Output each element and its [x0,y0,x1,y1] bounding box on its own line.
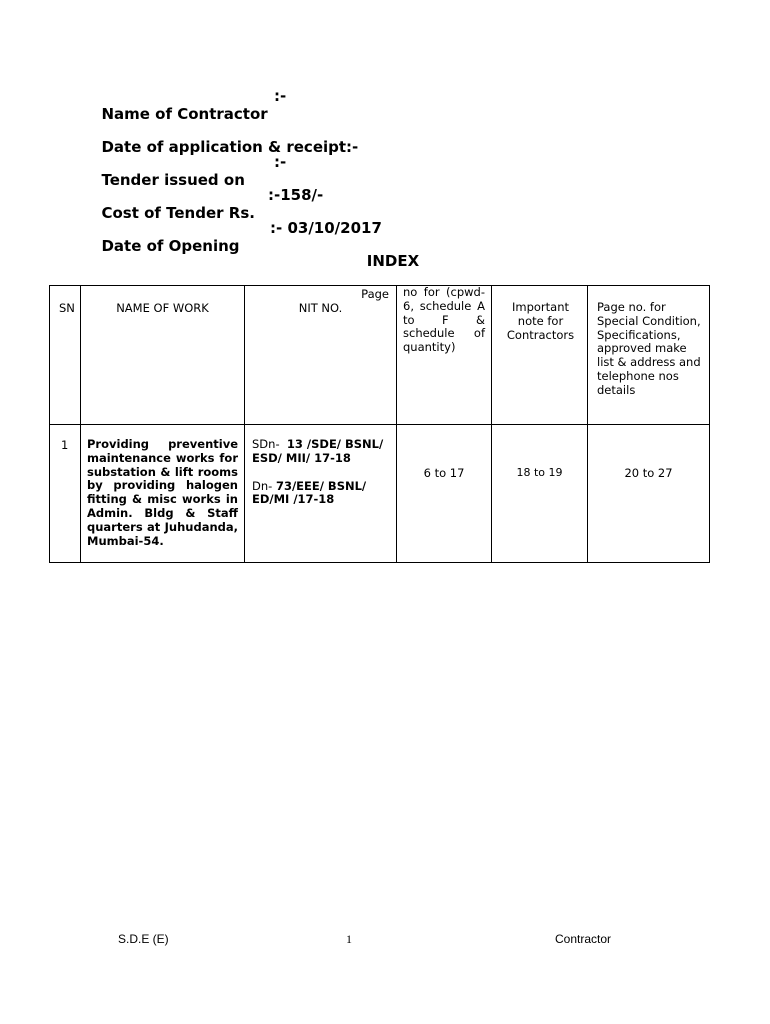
cell-special-pages [588,425,710,563]
field-date-of-application [91,120,358,156]
field-label: Cost of Tender Rs. [101,204,255,222]
row-sn: 1 [61,438,69,452]
nit-prefix: Dn- [252,478,273,493]
row-name-of-work: Providing preventive maintenance works for substation & lift rooms by providing halogen fitting & misc works in Admin. Bldg & Staff quarters at Juhudanda, Mumbai-54. [87,437,238,548]
header-cell-name [81,286,245,425]
header-nit-no: NIT NO. [298,301,343,315]
row-important-pages: 18 to 19 [516,466,563,479]
field-value: :-158/- [268,186,324,204]
footer-signatory-sde: S.D.E (E) [118,932,169,946]
table-header-row [50,286,710,425]
nit-number: 73/EEE/ BSNL/ ED/MI /17-18 [252,478,367,507]
header-cell-schedule [397,286,492,425]
nit-line-sdn [252,438,396,466]
row-special-pages: 20 to 27 [624,466,673,480]
index-table [49,285,710,563]
cell-schedule-pages [397,425,492,563]
header-schedule: no for (cpwd-6, schedule A to F & schedule of quantity) [403,285,485,355]
cell-nit [245,425,397,563]
header-cell-important [492,286,588,425]
header-page: Page [361,287,389,301]
cell-sn [50,425,81,563]
cell-important-pages [492,425,588,563]
header-special-condition: Page no. for Special Condition, Specifications, approved make list & address and telephone nos details [597,300,701,397]
nit-line-dn [252,480,396,508]
table-row [50,425,710,563]
row-schedule-pages: 6 to 17 [423,466,465,480]
field-value: :- 03/10/2017 [270,219,382,237]
field-label: Tender issued on [101,171,245,189]
footer-signatory-contractor: Contractor [555,932,612,946]
row-nit-numbers [252,438,396,507]
nit-prefix: SDn- [252,437,280,451]
field-label: Name of Contractor [101,105,268,123]
header-cell-sn [50,286,81,425]
field-label: Date of application & receipt:- [101,138,359,156]
header-important-note: Important note for Contractors [506,300,575,342]
cell-name [81,425,245,563]
footer-page-number: 1 [346,932,352,946]
index-title: INDEX [366,252,420,270]
field-label: Date of Opening [101,237,240,255]
field-value: :- [274,153,287,171]
header-cell-nit [245,286,397,425]
header-name-of-work: NAME OF WORK [116,301,209,315]
nit-number: 13 /SDE/ BSNL/ ESD/ MII/ 17-18 [252,437,384,465]
field-value: :- [274,87,287,105]
header-cell-special [588,286,710,425]
header-sn: SN [59,301,75,315]
